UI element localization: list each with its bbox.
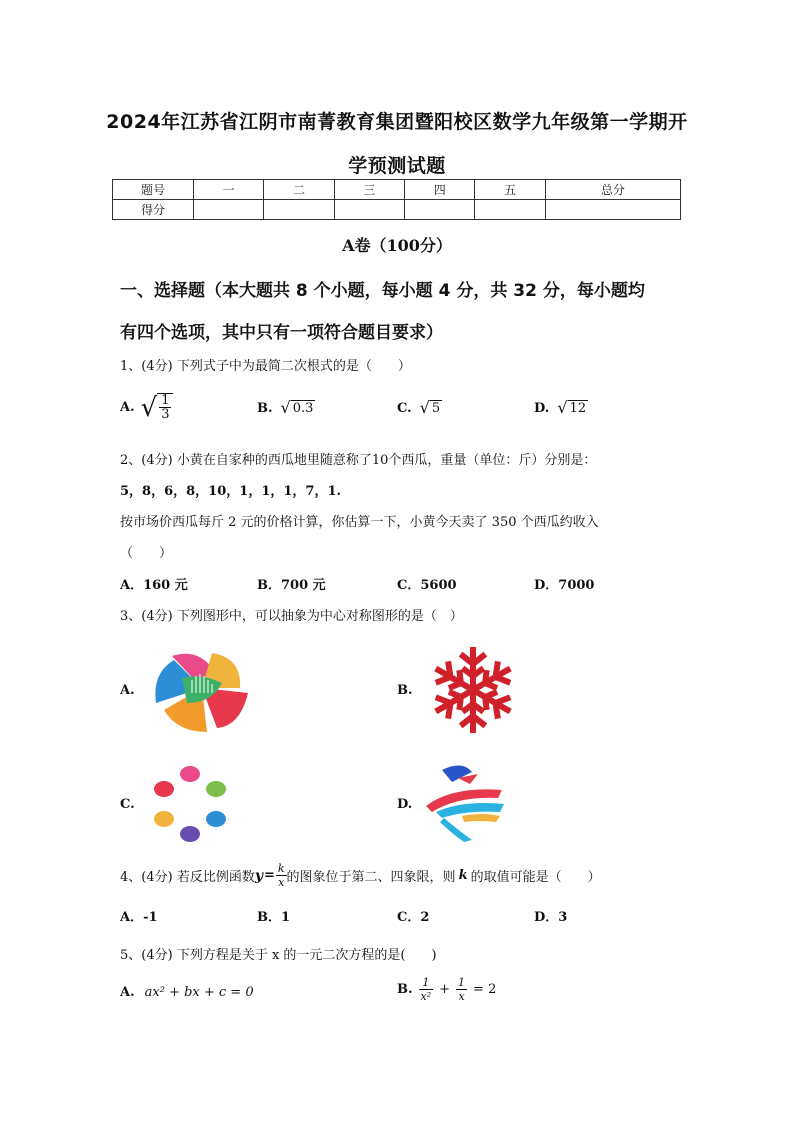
q5-fraction-1 bbox=[419, 976, 434, 1003]
q2-answer-paren: （ ） bbox=[120, 546, 173, 561]
score-table bbox=[112, 179, 681, 220]
q2-stem: 2、(4分) 小黄在自家种的西瓜地里随意称了10个西瓜，重量（单位：斤）分别是： bbox=[120, 453, 597, 468]
part1-heading-line1: 一、选择题（本大题共 8 个小题，每小题 4 分，共 32 分，每小题均 bbox=[120, 281, 645, 301]
q2-line3: 按市场价西瓜每斤 2 元的价格计算，你估算一下，小黄今天卖了 350 个西瓜约收入 bbox=[120, 515, 599, 530]
petal-emblem-icon bbox=[152, 648, 252, 734]
numerator: 1 bbox=[419, 976, 434, 990]
document-title-line2: 学预测试题 bbox=[348, 155, 446, 177]
option-label: C. bbox=[397, 400, 412, 416]
q2-option-d: D．7000 bbox=[534, 578, 595, 593]
score-cell[interactable] bbox=[405, 200, 475, 220]
denominator: 3 bbox=[161, 407, 170, 422]
q4-stem-end: 的取值可能是（ ） bbox=[470, 870, 601, 885]
q2-option-a: A．160 元 bbox=[120, 578, 188, 593]
score-cell[interactable] bbox=[545, 200, 680, 220]
radicand: 12 bbox=[569, 401, 587, 416]
score-table-header-cell: 五 bbox=[475, 180, 545, 200]
sqrt-fraction bbox=[141, 393, 174, 421]
q4-option-a: A．-1 bbox=[120, 910, 158, 925]
fraction bbox=[157, 393, 173, 421]
q5-b-rhs: = 2 bbox=[473, 982, 497, 997]
numerator: 1 bbox=[161, 393, 170, 408]
q3-option-d-label: D. bbox=[397, 797, 413, 812]
score-table-header-cell: 总分 bbox=[545, 180, 680, 200]
q4-k-var: k bbox=[458, 868, 468, 883]
option-label: B. bbox=[257, 400, 273, 416]
sqrt-expr bbox=[557, 400, 588, 416]
q4-option-b: B．1 bbox=[257, 910, 291, 925]
radicand: 0.3 bbox=[292, 401, 314, 416]
q3-stem: 3、(4分) 下列图形中，可以抽象为中心对称图形的是（ ） bbox=[120, 609, 463, 624]
ribbon-emblem-icon bbox=[422, 760, 508, 844]
option-label: D. bbox=[534, 400, 550, 416]
q5-a-expression: ax² + bx + c = 0 bbox=[144, 985, 254, 1000]
q4-eq: = bbox=[263, 868, 275, 883]
q1-stem: 1、(4分) 下列式子中为最简二次根式的是（ ） bbox=[120, 359, 411, 374]
q2-option-c: C．5600 bbox=[397, 578, 457, 593]
q5-stem: 5、(4分) 下列方程是关于 x 的一元二次方程的是( ) bbox=[120, 948, 437, 963]
q4-option-c: C．2 bbox=[397, 910, 430, 925]
radical-icon: √ bbox=[140, 393, 158, 423]
document-title-line1: 2024年江苏省江阴市南菁教育集团暨阳校区数学九年级第一学期开 bbox=[106, 111, 688, 133]
option-label: A. bbox=[120, 985, 135, 1000]
q3-option-a-label: A. bbox=[120, 683, 135, 698]
q3-option-c-label: C. bbox=[120, 797, 135, 812]
score-cell[interactable] bbox=[334, 200, 404, 220]
q4-stem-post: 的图象位于第二、四象限，则 bbox=[286, 870, 456, 885]
score-table-score-row bbox=[113, 200, 681, 220]
denominator: x bbox=[278, 876, 285, 889]
q5-option-a bbox=[120, 985, 254, 1000]
radical-icon: √ bbox=[557, 398, 568, 417]
score-table-header-row bbox=[113, 180, 681, 200]
sqrt-expr bbox=[281, 400, 316, 416]
q5-option-b bbox=[397, 976, 496, 1003]
score-table-header-cell: 二 bbox=[264, 180, 334, 200]
q1-option-b bbox=[257, 400, 315, 416]
plus-sign: + bbox=[439, 982, 451, 997]
score-table-header-cell: 三 bbox=[334, 180, 404, 200]
option-label: A. bbox=[120, 399, 135, 415]
q4-y-var: y bbox=[254, 867, 263, 884]
q5-fraction-2 bbox=[456, 976, 467, 1003]
denominator: x bbox=[458, 990, 465, 1003]
score-row-label: 得分 bbox=[113, 200, 194, 220]
q1-option-d bbox=[534, 400, 588, 416]
radical-icon: √ bbox=[419, 398, 430, 417]
radical-icon: √ bbox=[280, 398, 291, 417]
sqrt-expr bbox=[420, 400, 442, 416]
ring-emblem-icon bbox=[146, 762, 234, 846]
snowflake-icon bbox=[424, 642, 522, 738]
q2-option-b: B．700 元 bbox=[257, 578, 326, 593]
score-cell[interactable] bbox=[475, 200, 545, 220]
q4-option-d: D．3 bbox=[534, 910, 568, 925]
score-table-header-cell: 四 bbox=[405, 180, 475, 200]
q3-option-b-label: B. bbox=[397, 683, 413, 698]
part1-heading-line2: 有四个选项，其中只有一项符合题目要求） bbox=[120, 323, 443, 343]
q4-stem bbox=[120, 862, 601, 889]
section-a-heading: A卷（100分） bbox=[342, 236, 452, 255]
denominator: x² bbox=[420, 990, 432, 1003]
radicand: 5 bbox=[431, 401, 441, 416]
numerator: k bbox=[277, 862, 285, 875]
q1-option-a bbox=[120, 393, 173, 421]
q4-fraction bbox=[276, 862, 287, 889]
score-cell[interactable] bbox=[264, 200, 334, 220]
option-label: B. bbox=[397, 982, 413, 997]
score-table-header-cell: 题号 bbox=[113, 180, 194, 200]
score-cell[interactable] bbox=[194, 200, 264, 220]
numerator: 1 bbox=[458, 976, 466, 989]
q4-stem-pre: 4、(4分) 若反比例函数 bbox=[120, 870, 255, 885]
score-table-header-cell: 一 bbox=[194, 180, 264, 200]
q2-data: 5，8，6，8，10，1，1，1，7，1. bbox=[120, 484, 342, 499]
q1-option-c bbox=[397, 400, 442, 416]
